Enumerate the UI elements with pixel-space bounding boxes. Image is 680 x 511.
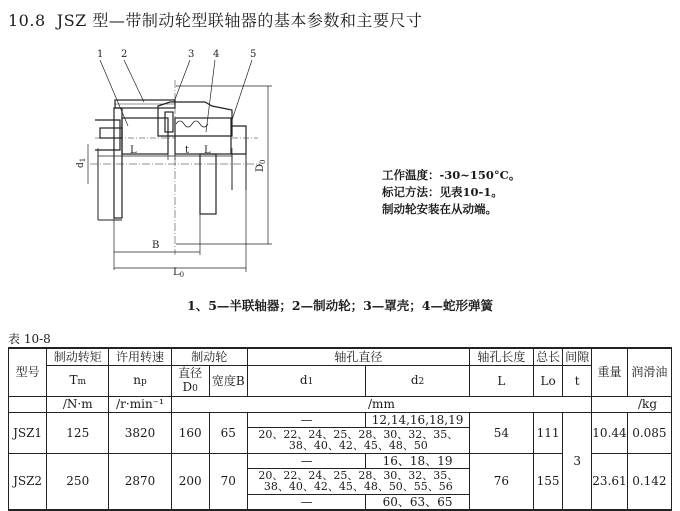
- notes: [382, 167, 520, 218]
- row-jsz2-d1-c: —: [247, 494, 365, 510]
- dim-l0: $L_0$: [173, 267, 185, 279]
- row-jsz1-speed: 3820: [109, 412, 171, 453]
- dim-b: B: [152, 240, 160, 251]
- grid-spring: [176, 121, 208, 127]
- row-jsz1-weight: 10.44: [592, 412, 628, 453]
- unit-mm: /mm: [171, 396, 592, 412]
- row-jsz2-d1-a: —: [247, 453, 365, 468]
- section-title: JSZ 型—带制动轮型联轴器的基本参数和主要尺寸: [56, 11, 423, 30]
- row-jsz1-d0: 160: [171, 412, 209, 453]
- leader-lines: [100, 60, 252, 132]
- row-jsz2-weight: 23.61: [592, 453, 628, 510]
- header-speed-symbol: np: [109, 365, 171, 396]
- row-jsz1-d1-a: —: [247, 412, 365, 427]
- header-total-symbol: Lo: [534, 365, 563, 396]
- header-d1: d1: [247, 365, 365, 396]
- header-total-length: 总长: [534, 348, 563, 365]
- row-jsz1-len: 54: [469, 412, 533, 453]
- figure-caption: 1、5—半联轴器；2—制动轮；3—罩壳；4—蛇形弹簧: [187, 298, 493, 313]
- header-speed: 许用转速: [109, 348, 171, 365]
- row-jsz1-oil: 0.085: [627, 412, 671, 453]
- callout-labels: [97, 49, 256, 60]
- callout-1: 1: [97, 49, 104, 60]
- header-length-symbol: L: [469, 365, 533, 396]
- header-brake-diameter: 直径D0: [171, 365, 209, 396]
- header-brake: 制动轮: [171, 348, 247, 365]
- callout-4: 4: [213, 49, 220, 60]
- dim-d0: $D_0$: [255, 159, 267, 172]
- bore-outline: [98, 150, 246, 220]
- row-jsz2-oil: 0.142: [627, 453, 671, 510]
- header-gap: 间隙: [563, 348, 592, 365]
- row-jsz2-model: JSZ2: [9, 453, 47, 510]
- callout-3: 3: [188, 49, 195, 60]
- spec-table: [8, 347, 672, 511]
- dim-l-left: L: [130, 145, 137, 156]
- row-jsz1-torque: 125: [47, 412, 109, 453]
- gap-value: 3: [563, 412, 592, 510]
- unit-torque: /N·m: [47, 396, 109, 412]
- section-number: 10.8: [8, 11, 46, 30]
- callout-2: 2: [121, 49, 128, 60]
- row-jsz2-d1-b: 20、22、24、25、28、30、32、35、38、40、42、45、48、50、55、56: [247, 468, 469, 494]
- row-jsz1-d1-b: 20、22、24、25、28、30、32、35、38、40、42、45、48、50: [247, 427, 469, 453]
- header-brake-width: 宽度B: [209, 365, 247, 396]
- row-jsz2-d0: 200: [171, 453, 209, 510]
- callout-5: 5: [250, 49, 257, 60]
- row-jsz2-total: 155: [534, 453, 563, 510]
- row-jsz2-torque: 250: [47, 453, 109, 510]
- unit-speed: /r·min⁻¹: [109, 396, 171, 412]
- header-hole-length: 轴孔长度: [469, 348, 533, 365]
- row-jsz1-total: 111: [534, 412, 563, 453]
- dimension-l0: [114, 190, 246, 272]
- dim-t: t: [185, 145, 190, 156]
- header-weight: 重量: [592, 348, 628, 396]
- row-jsz2-len: 76: [469, 453, 533, 510]
- header-gap-symbol: t: [563, 365, 592, 396]
- header-oil: 润滑油: [627, 348, 671, 396]
- row-jsz2-b: 70: [209, 453, 247, 510]
- row-jsz2-d2-a: 16、18、19: [366, 453, 469, 468]
- row-jsz1-b: 65: [209, 412, 247, 453]
- header-d2: d2: [366, 365, 469, 396]
- table-label: 表 10-8: [8, 332, 51, 346]
- note-marking: 标记方法：见表10-1。: [382, 185, 503, 199]
- note-brake-position: 制动轮安装在从动端。: [382, 202, 497, 216]
- row-jsz1-model: JSZ1: [9, 412, 47, 453]
- dim-l-right: L: [204, 145, 211, 156]
- section-heading: [8, 8, 422, 31]
- cover-shell: [158, 102, 232, 136]
- note-temperature: 工作温度：-30~150°C。: [382, 168, 521, 182]
- dim-d1: $d_1$: [76, 157, 87, 168]
- row-jsz2-speed: 2870: [109, 453, 171, 510]
- row-jsz1-d2-a: 12,14,16,18,19: [366, 412, 469, 427]
- row-jsz2-d2-c: 60、63、65: [366, 494, 469, 510]
- coupling-drawing: [0, 40, 380, 290]
- header-torque-symbol: Tm: [47, 365, 109, 396]
- header-torque: 制动转矩: [47, 348, 109, 365]
- header-hole-diameter: 轴孔直径: [247, 348, 469, 365]
- unit-kg: /kg: [592, 396, 672, 412]
- header-model: 型号: [9, 348, 47, 396]
